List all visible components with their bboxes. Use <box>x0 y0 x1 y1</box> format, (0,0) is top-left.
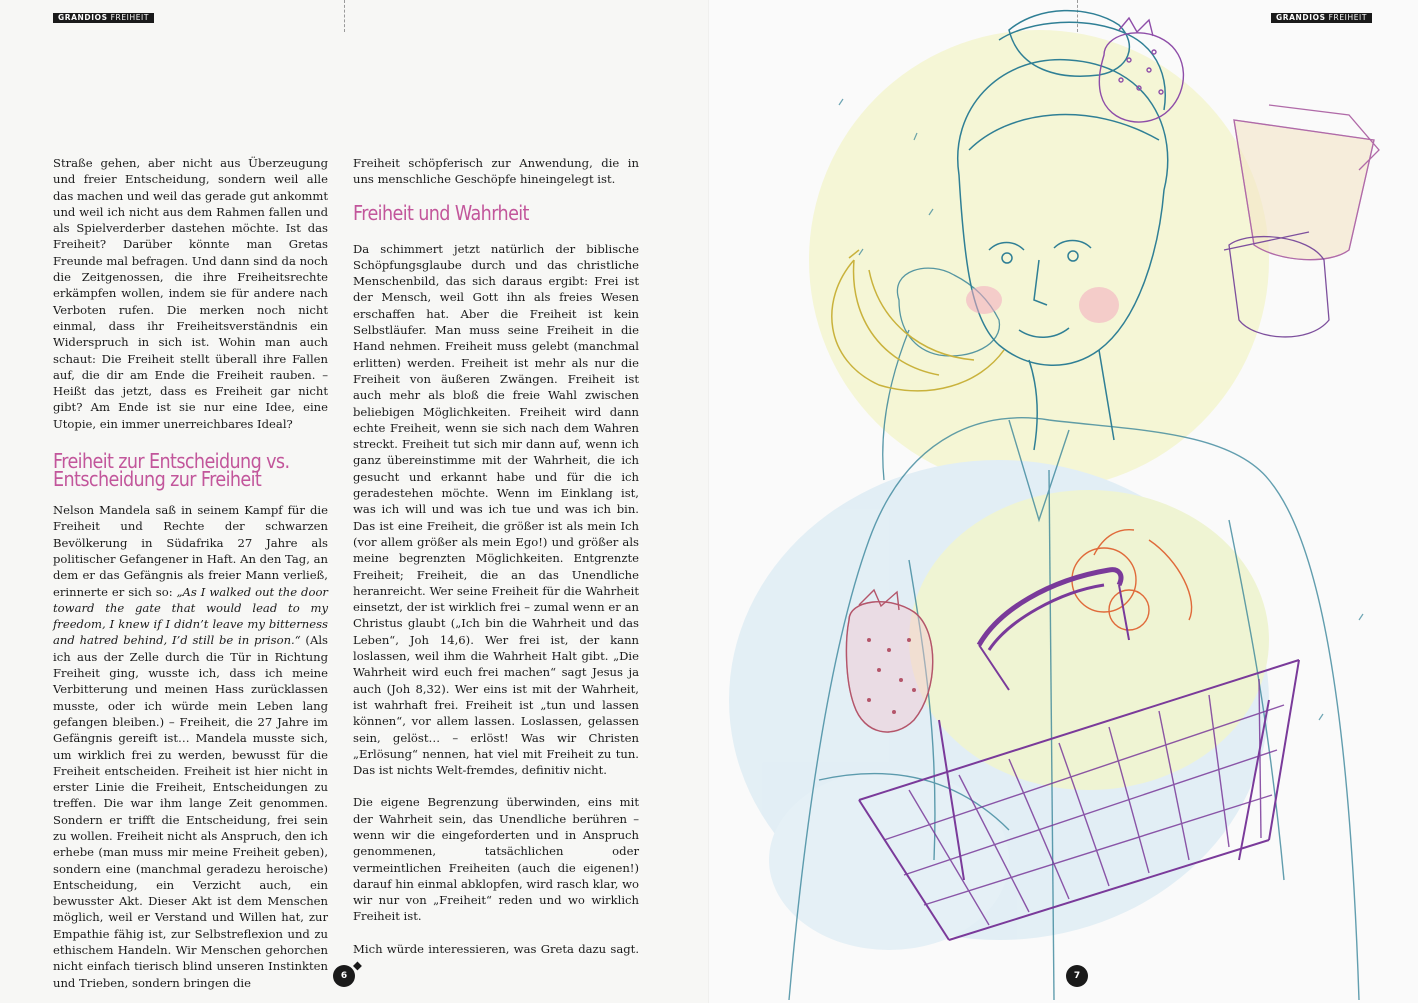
header-section: FREIHEIT <box>110 13 150 22</box>
text-column-2 <box>353 155 639 973</box>
text-column-1 <box>53 155 328 991</box>
page-number-left: 6 <box>333 965 355 987</box>
text-span: Nelson Mandela saß in seinem Kampf für die Freiheit und Rechte der schwarzen Bevölkerung in Südafrika 27 Jahre als politischer Gefangener in Haft. An den Tag, an dem er das Gefängnis als freier Mann verließ, erinnerte er sich so: <box>53 503 328 599</box>
section-heading: Freiheit und Wahrheit <box>353 200 529 225</box>
page-number-right: 7 <box>1066 965 1088 987</box>
column-guide <box>344 0 345 32</box>
paragraph: Freiheit schöpferisch zur Anwendung, die in uns menschliche Geschöpfe hineingelegt ist. <box>353 156 639 187</box>
paragraph: Da schimmert jetzt natürlich der biblische Schöpfungsglaube durch und das christliche Menschenbild, das sich daraus ergibt: Frei ist der Mensch, weil Gott ihn als freies Wesen erschaffen hat. Aber die Freiheit ist kein Selbstläufer. Man muss seine Freiheit in die Hand nehmen. Freiheit muss gelebt (manchmal erlitten) werden. Freiheit ist mehr als nur die Freiheit von äußeren Zwängen. Freiheit ist auch mehr als bloß die freie Wahl zwischen beliebigen Möglichkeiten. Freiheit wird dann echte Freiheit, wenn sie sich nach dem Wahren streckt. Freiheit tut sich mir dann auf, wenn ich ganz übereinstimme mit der Wahrheit, die ich gesucht und erkannt habe und für die ich geradestehen möchte. Wenn im Einklang ist, was ich will und was ich tue und was ich bin. Das ist eine Freiheit, die größer ist als mein Ich (vor allem größer als mein Ego!) und größer als meine begrenzten Möglichkeiten. Entgrenzte Freiheit; Freiheit, die an das Unendliche heranreicht. Wer seine Freiheit für die Wahrheit einsetzt, der ist wirklich frei – zumal wenn er an Christus glaubt („Ich bin die Wahrheit und das Leben“, Joh 14,6). Wer frei ist, der kann loslassen, weil ihm die Wahrheit Halt gibt. „Die Wahrheit wird euch frei machen“ sagt Jesus ja auch (Joh 8,32). Wer eins ist mit der Wahrheit, ist wahrhaft frei. Freiheit ist „tun und lassen können“, vor allem lassen. Loslassen, gelassen sein, gelöst… – erlöst! Was wir Christen „Erlösung“ nennen, hat viel mit Freiheit zu tun. Das ist nichts Welt-fremdes, definitiv nicht. <box>353 241 639 778</box>
quote: „As I walked out the door toward the gate that would lead to my freedom, I knew if I didn’t leave my bitterness and hatred behind, I’d still be in prison.“ <box>53 584 328 648</box>
paragraph: Die eigene Begrenzung überwinden, eins mit der Wahrheit sein, das Unendliche berühren – wenn wir die eingeforderten und in Anspruch genommenen, tatsächlichen oder vermeintlichen Freiheiten (auch die eigenen!) darauf hin einmal abklopfen, wird rasch klar, wo wir nur von „Freiheit“ reden und wo wirklich Freiheit ist. <box>353 795 639 924</box>
section-heading: Freiheit zur Entscheidung vs. Entscheidung zur Freiheit <box>53 449 290 492</box>
header-section: FREIHEIT <box>1328 13 1368 22</box>
paragraph-mandela <box>53 502 328 991</box>
header-brand: GRANDIOS <box>1276 13 1326 22</box>
paragraph: Mich würde interessieren, was Greta dazu sagt. ◆ <box>353 941 639 973</box>
right-page <box>709 0 1418 1003</box>
header-brand: GRANDIOS <box>58 13 108 22</box>
woman-with-basket-illustration <box>709 0 1418 1003</box>
paragraph: Straße gehen, aber nicht aus Überzeugung und freier Entscheidung, sondern weil alle das machen und weil das gerade gut ankommt und weil ich nicht aus dem Rahmen fallen und als Spielverderber dastehen möchte. Ist das Freiheit? Darüber könnte man Gretas Freunde mal befragen. Und dann sind da noch die Zeitgenossen, die ihre Freiheitsrechte erkämpfen wollen, indem sie für andere nach Verboten rufen. Die merken noch nicht einmal, dass ihr Freiheitsverständnis ein Widerspruch in sich ist. Wohin man auch schaut: Die Freiheit stellt überall ihre Fallen auf, die dir am Ende die Freiheit rauben. – Heißt das jetzt, dass es Freiheit gar nicht gibt? Am Ende ist sie nur eine Idee, eine Utopie, ein immer unerreichbares Ideal? <box>53 156 328 431</box>
header-tag-left <box>53 13 154 23</box>
text-span: (Als ich aus der Zelle durch die Tür in Richtung Freiheit ging, wusste ich, dass ich meine Verbitterung und meinen Hass zurücklassen musste, oder ich würde mein Leben lang gefangen bleiben.) – Freiheit, die 27 Jahre im Gefängnis gereift ist… Mandela musste sich, um wirklich frei zu werden, bewusst für die Freiheit entscheiden. Freiheit ist hier nicht in erster Linie die Freiheit, Entscheidungen zu treffen. Die war ihm lange Zeit genommen. Sondern er trifft die Entscheidung, frei sein zu wollen. Freiheit nicht als Anspruch, den ich erhebe (man muss mir meine Freiheit geben), sondern eine (manchmal geradezu heroische) Entscheidung, ein Verzicht auch, ein bewusster Akt. Dieser Akt ist dem Menschen möglich, weil er Verstand und Willen hat, zur Empathie fähig ist, zur Selbstreflexion und zu ethischem Handeln. Wir Menschen gehorchen nicht einfach tierisch blind unseren Instinkten und Trieben, sondern bringen die <box>53 633 328 990</box>
